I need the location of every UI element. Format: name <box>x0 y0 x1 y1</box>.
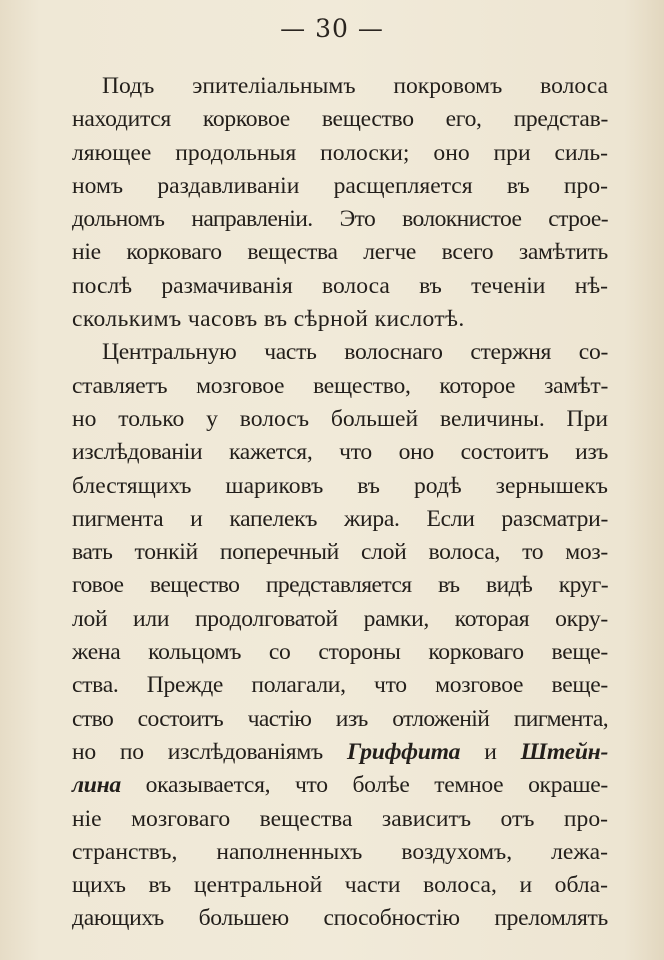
text-line: ніе корковаго вещества легче всего замѣтить <box>72 239 608 266</box>
text-line: ство состоитъ частію изъ отложеній пигмента, <box>72 705 608 732</box>
text-line: блестящихъ шариковъ въ родѣ зернышекъ <box>72 472 608 499</box>
text-line: номъ раздавливаніи расщепляется въ про- <box>72 172 608 199</box>
text-line: находится корковое вещество его, представ- <box>72 106 608 133</box>
text-line: странствъ, наполненныхъ воздухомъ, лежа- <box>72 838 608 865</box>
text-segment: и <box>460 738 521 765</box>
body-text <box>72 70 608 936</box>
text-line: изслѣдованіи кажется, что оно состоитъ изъ <box>72 439 608 466</box>
text-line: ства. Прежде полагали, что мозговое веще- <box>72 672 608 699</box>
text-line: пигмента и капелекъ жира. Если разсматри- <box>72 505 608 532</box>
author-name-griffith: Гриффита <box>346 738 461 765</box>
text-line: вать тонкій поперечный слой волоса, то моз- <box>72 539 608 566</box>
text-line: ляющее продольныя полоски; оно при силь- <box>72 139 608 166</box>
text-segment: но по изслѣдованіямъ <box>72 738 347 765</box>
text-line: послѣ размачиванія волоса въ теченіи нѣ- <box>72 272 608 299</box>
text-line: дающихъ большею способностію преломлять <box>72 905 608 932</box>
text-line: жена кольцомъ со стороны корковаго веще- <box>72 639 608 666</box>
text-line: говое вещество представляется въ видѣ круг- <box>72 572 608 599</box>
author-name-steinlin: Штейн- <box>520 738 608 765</box>
text-line: ніе мозговаго вещества зависитъ отъ про- <box>72 805 608 832</box>
text-line-with-names <box>72 769 608 802</box>
text-segment: оказывается, что болѣе темное окраше- <box>120 772 608 799</box>
text-line-with-names <box>72 736 608 769</box>
text-line: лой или продолговатой рамки, которая окру- <box>72 605 608 632</box>
text-line: ставляетъ мозговое вещество, которое замѣт- <box>72 372 608 399</box>
text-line: но только у волосъ большей величины. При <box>72 405 608 432</box>
page-number: — 30 — <box>280 14 384 43</box>
text-line: сколькимъ часовъ въ сѣрной кислотѣ. <box>72 306 465 333</box>
text-line: дольномъ направленіи. Это волокнистое строе- <box>72 206 608 233</box>
text-line: Центральную часть волоснаго стержня со- <box>102 339 608 366</box>
text-line: Подъ эпителіальнымъ покровомъ волоса <box>102 73 608 99</box>
text-line: щихъ въ центральной части волоса, и обла- <box>72 872 608 899</box>
author-name-steinlin-cont: лина <box>72 772 121 799</box>
